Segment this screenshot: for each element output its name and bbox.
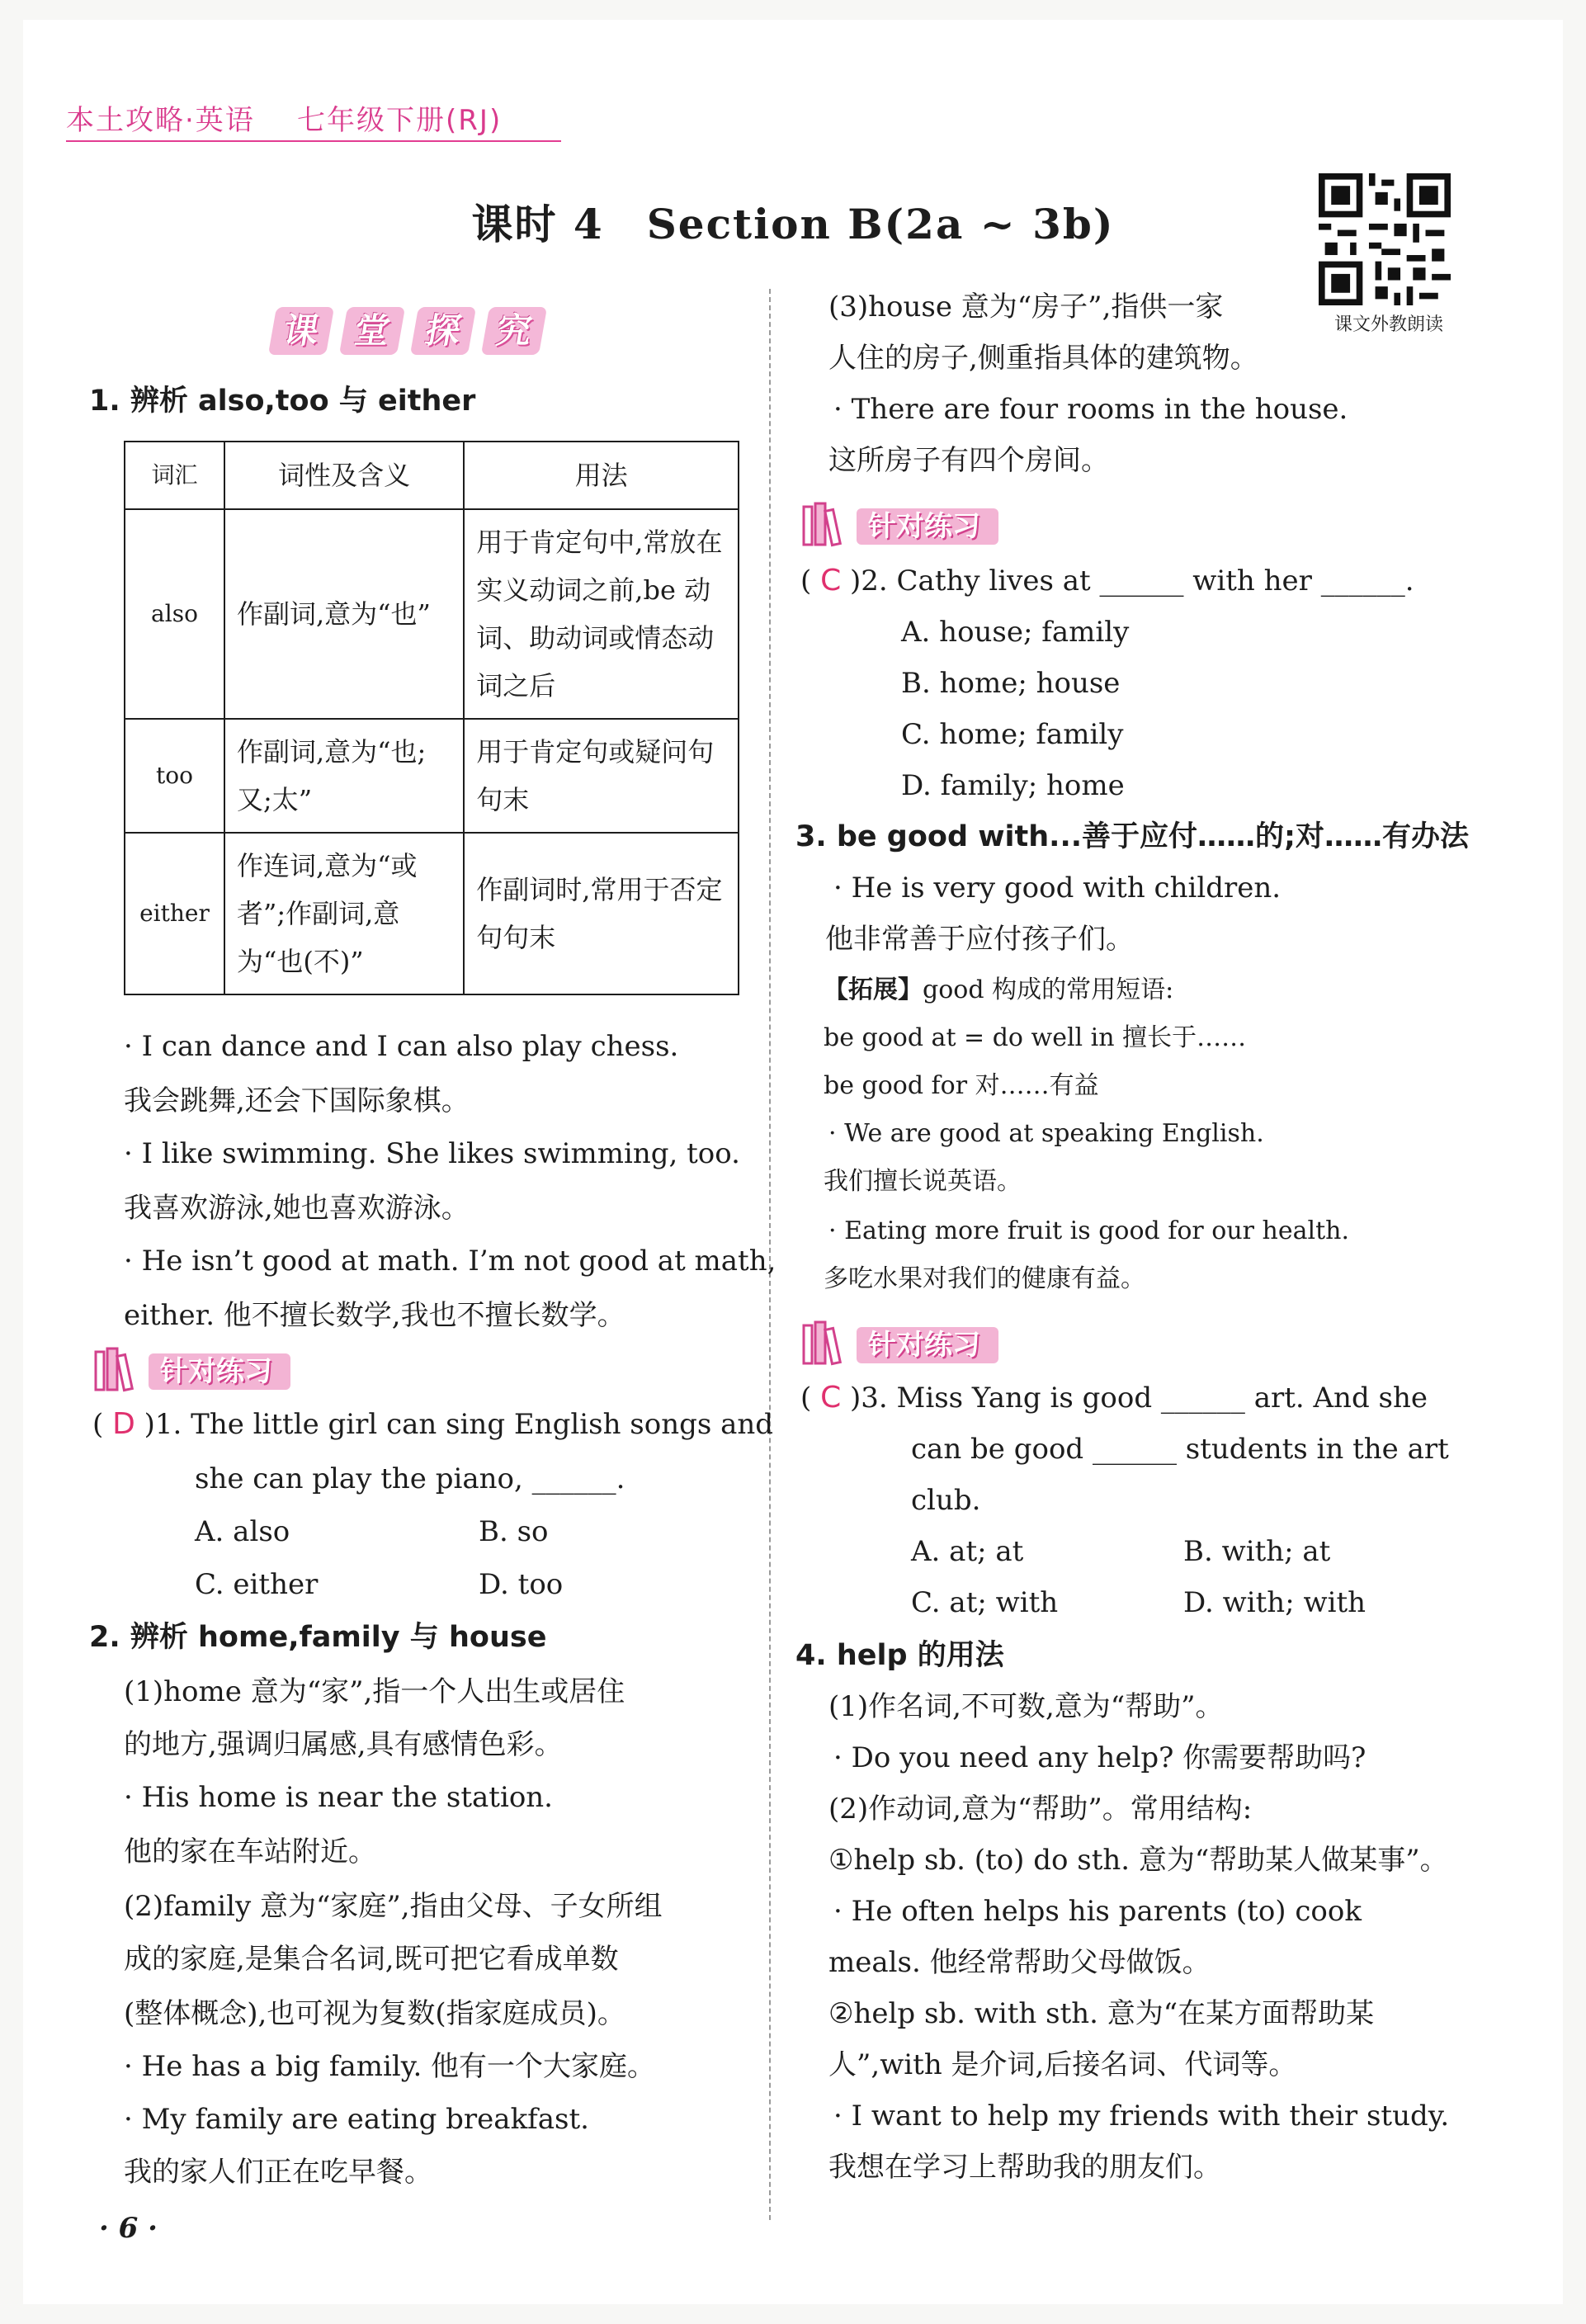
example-zh: 我的家人们正在吃早餐。 xyxy=(124,2156,432,2189)
question-3: ( C )3. Miss Yang is good ______ art. And she xyxy=(800,1381,1428,1415)
option-a[interactable]: A. also xyxy=(195,1515,290,1548)
phrase: be good for 对……有益 xyxy=(824,1071,1099,1100)
books-icon xyxy=(800,1320,853,1368)
example-zh: 这所房子有四个房间。 xyxy=(828,444,1109,477)
paragraph: (整体概念),也可视为复数(指家庭成员)。 xyxy=(124,1997,625,2030)
lesson-title: 课时 4 Section B(2a ~ 3b) xyxy=(471,200,1115,248)
practice-banner-label: 针对练习 xyxy=(857,508,998,545)
table-cell-word: either xyxy=(125,833,224,994)
example-en: · I want to help my friends with their study. xyxy=(833,2100,1450,2133)
example-zh: 他非常善于应付孩子们。 xyxy=(825,923,1134,956)
example-en: · We are good at speaking English. xyxy=(828,1119,1264,1148)
example: · Do you need any help? 你需要帮助吗? xyxy=(833,1741,1367,1774)
example-zh: 我喜欢游泳,她也喜欢游泳。 xyxy=(124,1192,470,1225)
paren: ) xyxy=(144,1408,155,1441)
question-1 xyxy=(92,1408,773,1441)
option-c[interactable]: C. home; family xyxy=(901,718,1124,751)
table-row xyxy=(125,509,739,719)
heading-2: 2. 辨析 home,family 与 house xyxy=(89,1621,547,1654)
example-en: · He often helps his parents (to) cook xyxy=(833,1895,1362,1928)
question-stem: 3. Miss Yang is good ______ art. And she xyxy=(861,1382,1428,1415)
table-cell-meaning: 作副词,意为“也” xyxy=(224,509,464,719)
paragraph: 成的家庭,是集合名词,既可把它看成单数 xyxy=(124,1943,619,1976)
table-cell-usage: 作副词时,常用于否定句句末 xyxy=(464,833,739,994)
extension-label: 【拓展】 xyxy=(824,975,923,1004)
table-cell-word: too xyxy=(125,719,224,833)
option-d[interactable]: D. too xyxy=(479,1568,564,1601)
option-c[interactable]: C. either xyxy=(195,1568,319,1601)
table-header: 词性及含义 xyxy=(224,442,464,509)
example-zh: meals. 他经常帮助父母做饭。 xyxy=(828,1946,1211,1979)
paragraph: 人住的房子,侧重指具体的建筑物。 xyxy=(828,342,1258,375)
example-en: · His home is near the station. xyxy=(124,1781,553,1814)
table-cell-meaning: 作连词,意为“或者”;作副词,意为“也(不)” xyxy=(224,833,464,994)
example-zh: either. 他不擅长数学,我也不擅长数学。 xyxy=(124,1299,625,1332)
practice-banner-label: 针对练习 xyxy=(149,1353,290,1390)
example: · He has a big family. 他有一个大家庭。 xyxy=(124,2050,656,2083)
option-c[interactable]: C. at; with xyxy=(911,1586,1059,1619)
question-2: ( C )2. Cathy lives at ______ with her ______. xyxy=(800,564,1414,598)
banner-char: 究 xyxy=(481,307,547,355)
option-d[interactable]: D. family; home xyxy=(901,769,1125,802)
example-en: · There are four rooms in the house. xyxy=(833,393,1348,426)
banner-char: 探 xyxy=(410,307,476,355)
heading-1: 1. 辨析 also,too 与 either xyxy=(89,385,476,418)
paragraph: (3)house 意为“房子”,指供一家 xyxy=(828,290,1224,324)
paragraph: (2)family 意为“家庭”,指由父母、子女所组 xyxy=(124,1890,663,1923)
header-rule xyxy=(66,140,561,142)
table-row xyxy=(125,833,739,994)
option-a[interactable]: A. house; family xyxy=(901,616,1130,649)
question-stem: 1. The little girl can sing English songs and xyxy=(154,1408,774,1441)
answer-mark[interactable]: D xyxy=(112,1407,135,1441)
question-stem: can be good ______ students in the art xyxy=(911,1433,1449,1466)
option-b[interactable]: B. so xyxy=(479,1515,549,1548)
example-en: · Eating more fruit is good for our health. xyxy=(828,1216,1350,1245)
question-stem: she can play the piano, ______. xyxy=(195,1462,625,1495)
table-header-row xyxy=(125,442,739,509)
paren: ( xyxy=(92,1408,104,1441)
header-right: 七年级下册(RJ) xyxy=(297,104,503,137)
extension-text: good 构成的常用短语: xyxy=(923,975,1174,1004)
example-en: · My family are eating breakfast. xyxy=(124,2103,589,2136)
answer-mark[interactable]: C xyxy=(820,564,842,598)
practice-banner-label: 针对练习 xyxy=(857,1327,998,1363)
example-en: · I like swimming. She likes swimming, too. xyxy=(124,1137,740,1170)
example-en: · He is very good with children. xyxy=(833,872,1282,905)
table-cell-usage: 用于肯定句中,常放在实义动词之前,be 动词、助动词或情态动词之后 xyxy=(464,509,739,719)
paragraph: (1)home 意为“家”,指一个人出生或居住 xyxy=(124,1675,625,1708)
structure: 人”,with 是介词,后接名词、代词等。 xyxy=(828,2048,1297,2081)
table-cell-meaning: 作副词,意为“也;又;太” xyxy=(224,719,464,833)
option-b[interactable]: B. home; house xyxy=(901,667,1121,700)
paragraph: (1)作名词,不可数,意为“帮助”。 xyxy=(828,1690,1224,1723)
table-cell-usage: 用于肯定句或疑问句句末 xyxy=(464,719,739,833)
phrase: be good at = do well in 擅长于…… xyxy=(824,1023,1247,1052)
example-en: · I can dance and I can also play chess. xyxy=(124,1030,679,1063)
question-stem: club. xyxy=(911,1484,981,1517)
option-b[interactable]: B. with; at xyxy=(1183,1535,1331,1568)
answer-mark[interactable]: C xyxy=(820,1381,842,1415)
comparison-table xyxy=(124,441,739,995)
example-zh: 多吃水果对我们的健康有益。 xyxy=(824,1264,1145,1293)
books-icon xyxy=(800,502,853,550)
qr-code-icon[interactable] xyxy=(1319,173,1451,305)
option-a[interactable]: A. at; at xyxy=(911,1535,1024,1568)
page-number: · 6 · xyxy=(99,2212,158,2245)
paragraph: (2)作动词,意为“帮助”。常用结构: xyxy=(828,1793,1253,1826)
structure: ②help sb. with sth. 意为“在某方面帮助某 xyxy=(828,1997,1375,2030)
example-zh: 我想在学习上帮助我的朋友们。 xyxy=(828,2151,1221,2184)
example-zh: 我们擅长说英语。 xyxy=(824,1167,1022,1196)
heading-4: 4. help 的用法 xyxy=(795,1639,1004,1672)
table-cell-word: also xyxy=(125,509,224,719)
table-row xyxy=(125,719,739,833)
banner-char: 课 xyxy=(268,307,334,355)
books-icon xyxy=(92,1347,145,1395)
qr-caption: 课文外教朗读 xyxy=(1333,314,1443,335)
question-stem: 2. Cathy lives at ______ with her ______. xyxy=(861,564,1414,598)
extension-note xyxy=(824,974,1173,1007)
structure: ①help sb. (to) do sth. 意为“帮助某人做某事”。 xyxy=(828,1844,1448,1877)
header-left: 本土攻略·英语 xyxy=(66,104,255,137)
option-d[interactable]: D. with; with xyxy=(1183,1586,1366,1619)
section-banner xyxy=(272,307,571,360)
table-header: 词汇 xyxy=(125,442,224,509)
example-zh: 我会跳舞,还会下国际象棋。 xyxy=(124,1084,470,1117)
example-zh: 他的家在车站附近。 xyxy=(124,1835,376,1868)
heading-3: 3. be good with...善于应付……的;对……有办法 xyxy=(795,820,1470,853)
banner-char: 堂 xyxy=(339,307,405,355)
paragraph: 的地方,强调归属感,具有感情色彩。 xyxy=(124,1728,563,1761)
example-en: · He isn’t good at math. I’m not good at math, xyxy=(124,1245,776,1278)
table-header: 用法 xyxy=(464,442,739,509)
running-header xyxy=(66,97,502,138)
